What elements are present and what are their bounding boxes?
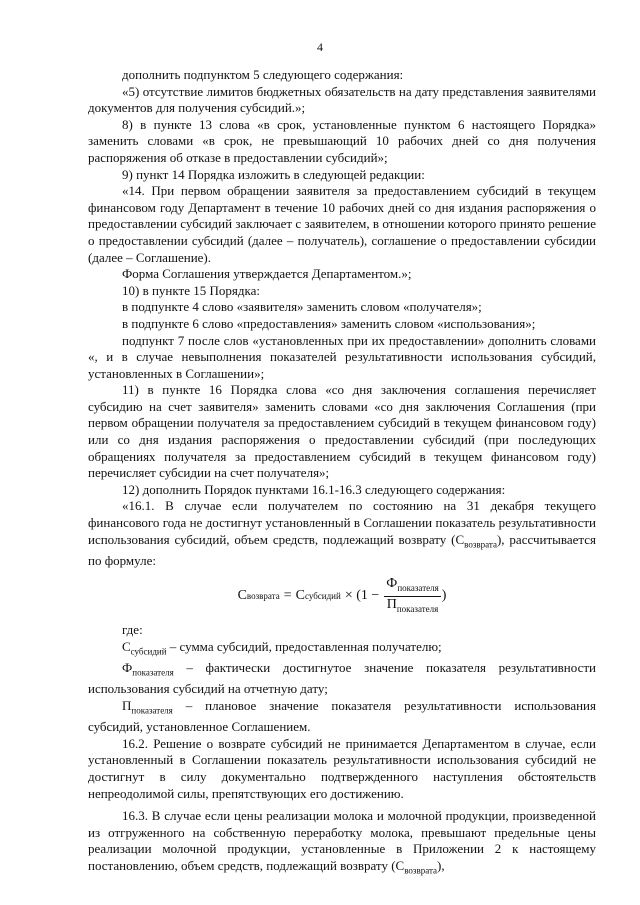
formula-operator: ): [441, 588, 447, 604]
paragraph: 11) в пункте 16 Порядка слова «со дня заключения соглашения перечисляет субсидию на счет заявителя» заменить словами «со дня заключения Соглашения (при первом обращении получателя за предоставлением субсидий в текущем финансовом году) или со дня издания распоряжения о предоставлении субсидий (при последующих обращениях получателя за предоставлением субсидий в текущем финансовом году) перечисляет субсидии на счет получателя»;: [88, 382, 596, 481]
formula-denominator: $П_{показателя}$: [386, 596, 439, 614]
paragraph: в подпункте 4 слово «заявителя» заменить словом «получателя»;: [122, 299, 482, 315]
subscript: возврата: [464, 539, 497, 550]
paragraph: подпункт 7 после слов «установленных при их предоставлении» дополнить словами «, и в случае невыполнения показателей результативности использования субсидий, установленных в Соглашении»;: [88, 332, 596, 381]
formula-operator: =: [283, 588, 292, 604]
paragraph: «14. При первом обращении заявителя за предоставлением субсидий в текущем финансовом году Департамент в течение 10 рабочих дней со дня издания распоряжения о предоставлении субсидий заключает с заявителем, в отношении которого принято решение о предоставлении субсидий (далее – получатель), соглашение о предоставлении субсидии (далее – Соглашение).: [88, 183, 596, 265]
definition: $Ф_{показателя}$ – фактически достигнутое значение показателя результативности использования субсидий на отчетную дату;: [88, 660, 596, 697]
formula-symbol: C: [237, 588, 247, 604]
paragraph: где:: [122, 622, 143, 638]
formula-subscript: возврата: [246, 591, 280, 602]
paragraph: «5) отсутствие лимитов бюджетных обязательств на дату представления заявителями документов для получения субсидий.»;: [88, 83, 596, 116]
paragraph: дополнить подпунктом 5 следующего содержания:: [122, 67, 404, 82]
paragraph-text: ), рассчитывается по формуле:: [88, 531, 596, 568]
paragraph: [88, 498, 596, 569]
paragraph-text: «16.1. В случае если получателем по состоянию на 31 декабря текущего финансового года не достигнут установленный в Соглашении показатель результативности использования субсидий, объем средств, подлежащий возврату (C: [88, 498, 596, 547]
formula-symbol: C: [295, 588, 305, 604]
formula-fraction: [384, 576, 441, 617]
formula: [88, 576, 596, 616]
paragraph: 10) в пункте 15 Порядка:: [122, 282, 260, 298]
paragraph: 9) пункт 14 Порядка изложить в следующей редакции:: [122, 166, 425, 182]
formula-operator: × (1 −: [344, 588, 380, 604]
definition: $П_{показателя}$ – плановое значение показателя результативности использования субсидий, установленное Соглашением.: [88, 697, 596, 735]
formula-subscript: субсидий: [304, 591, 341, 602]
paragraph: в подпункте 6 слово «предоставления» заменить словом «использования»;: [122, 315, 536, 331]
paragraph: 16.3. В случае если цены реализации молока и молочной продукции, произведенной из отгруженного на собственную переработку молока, превышают предельные цены реализации молочной продукции, установленные в Приложении 2 к настоящему постановлению, объем средств, подлежащий возврату $(C_{возврата})$,: [88, 808, 596, 876]
document-body: [88, 67, 596, 879]
paragraph: Форма Соглашения утверждается Департаментом.»;: [122, 266, 412, 282]
paragraph: 16.2. Решение о возврате субсидий не принимается Департаментом в случае, если установленный в Соглашении показатель результативности использования субсидий не достигнут в силу документально подтвержденного наступления обстоятельств непреодолимой силы, препятствующих его достижению.: [88, 735, 596, 801]
formula-numerator: $Ф_{показателя}$: [384, 576, 441, 597]
paragraph: 8) в пункте 13 слова «в срок, установленные пунктом 6 настоящего Порядка» заменить словами «в срок, не превышающий 10 рабочих дней со дня получения распоряжения об отказе в предоставлении субсидий»;: [88, 116, 596, 165]
paragraph: 12) дополнить Порядок пунктами 16.1-16.3 следующего содержания:: [122, 481, 506, 497]
page-number: 4: [317, 40, 323, 54]
definition: $C_{субсидий}$ – сумма субсидий, предоставленная получателю;: [122, 639, 442, 657]
